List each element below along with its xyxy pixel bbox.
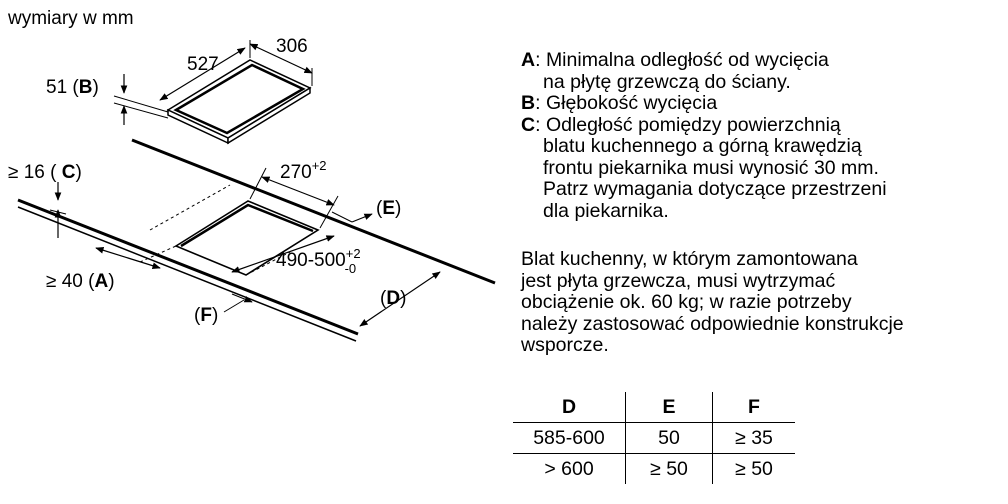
- note-line: wsporcze.: [521, 334, 609, 356]
- label-c: ≥ 16 ( C): [8, 162, 82, 183]
- label-e: (E): [376, 198, 402, 219]
- legend-text: Minimalna odległość od wycięcia: [545, 49, 829, 71]
- legend-key: A: [521, 49, 536, 71]
- label-b: 51 (B): [46, 77, 99, 98]
- table-cell: 50: [626, 423, 713, 454]
- table-header: E: [626, 392, 713, 423]
- worktop-drawing: [18, 140, 495, 341]
- legend-text: Patrz wymagania dotyczące przestrzeni: [543, 178, 887, 200]
- label-a: ≥ 40 (A): [46, 271, 115, 292]
- legend-text: dla piekarnika.: [543, 199, 669, 222]
- legend-key: B: [521, 92, 536, 114]
- table-header: D: [513, 392, 626, 423]
- table-cell: ≥ 50: [626, 454, 713, 485]
- legend-item-a: A : Minimalna odległość od wycięcia: [521, 49, 829, 71]
- table-header-row: [513, 392, 795, 423]
- label-d: (D): [380, 288, 407, 309]
- table-cell: 585-600: [513, 423, 626, 454]
- legend-text: blatu kuchennego a górną krawędzią: [543, 135, 862, 157]
- note-line: należy zastosować odpowiednie konstrukcje: [521, 312, 904, 335]
- legend-text: Odległość pomiędzy powierzchnią: [545, 113, 841, 136]
- cutout-depth-label: $270^{+2}$: [280, 158, 327, 183]
- table-cell: > 600: [513, 454, 626, 485]
- note-line: jest płyta grzewcza, musi wytrzymać: [521, 269, 836, 292]
- legend-item-b: B : Głębokość wycięcia: [521, 92, 718, 114]
- legend-text: na płytę grzewczą do ściany.: [543, 70, 791, 93]
- legend-text: Głębokość wycięcia: [545, 92, 718, 114]
- dimension-table: [513, 392, 795, 484]
- note-line: obciążenie ok. 60 kg; w razie potrzeby: [521, 291, 852, 313]
- legend-key: C: [521, 113, 536, 136]
- note-line: Blat kuchenny, w którym zamontowana: [521, 248, 858, 270]
- worktop-load-note: [521, 249, 1001, 357]
- table-header: F: [713, 392, 796, 423]
- legend: [521, 50, 1001, 222]
- table-cell: ≥ 50: [713, 454, 796, 485]
- table-row: [513, 454, 795, 485]
- cutout-width-label: $490-500^{+2}$ -0: [276, 246, 361, 276]
- table-row: [513, 423, 795, 454]
- label-f: (F): [194, 305, 219, 326]
- hob-depth-label: 306: [276, 36, 308, 57]
- table-cell: ≥ 35: [713, 423, 796, 454]
- hob-width-label: 527: [187, 54, 219, 75]
- legend-text: frontu piekarnika musi wynosić 30 mm.: [543, 156, 879, 179]
- legend-item-c: C : Odległość pomiędzy powierzchnią: [521, 113, 841, 136]
- units-caption: wymiary w mm: [8, 8, 134, 29]
